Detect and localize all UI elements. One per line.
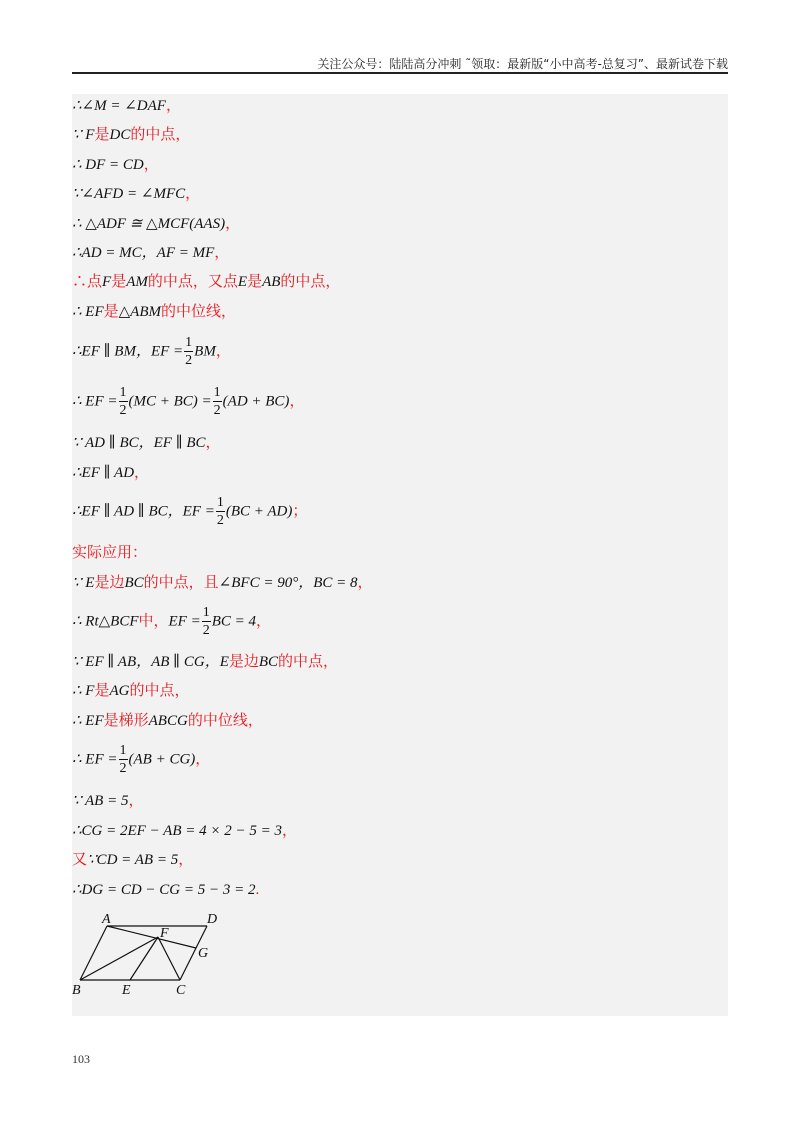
line-6: ∴AD = MC，AF = MF， <box>72 245 230 261</box>
fraction: $\frac{1}{2}$ <box>216 495 224 528</box>
line-22: ∴CG = 2EF − AB = 4 × 2 − 5 = 3， <box>72 823 298 839</box>
line-8: ∴ EF是△ABM的中位线， <box>72 304 237 320</box>
line-1: ∴∠M = ∠DAF， <box>72 98 181 114</box>
line-10: ∴ EF = $\frac{1}{2}$ (MC + BC) = $\frac{1}{2}$ (AD + BC)， <box>72 385 305 418</box>
header-rule <box>72 72 728 74</box>
line-12: ∴EF ∥ AD， <box>72 465 150 481</box>
segment-bf <box>80 937 158 980</box>
line-3: ∴ DF = CD， <box>72 157 159 173</box>
line-15: ∵ E是边BC的中点，且∠BFC = 90°，BC = 8， <box>72 575 373 591</box>
line-17: ∵ EF ∥ AB，AB ∥ CG，E是边BC的中点， <box>72 654 339 670</box>
line-24: ∴DG = CD − CG = 5 − 3 = 2. <box>72 882 260 898</box>
label-f: F <box>160 926 169 941</box>
line-20: ∴ EF = $\frac{1}{2}$ (AB + CG)， <box>72 743 211 776</box>
line-7: ∴点F是AM的中点，又点E是AB的中点， <box>72 274 341 290</box>
line-11: ∵ AD ∥ BC，EF ∥ BC， <box>72 435 221 451</box>
fraction: $\frac{1}{2}$ <box>119 743 127 776</box>
line-19: ∴ EF是梯形ABCG的中位线， <box>72 713 263 729</box>
solution-panel <box>72 94 728 1016</box>
line-5: ∴ △ADF ≅ △MCF(AAS)， <box>72 216 241 232</box>
label-a: A <box>102 912 111 927</box>
label-c: C <box>176 983 186 998</box>
segment-ag <box>107 926 196 948</box>
fraction: $\frac{1}{2}$ <box>185 335 193 368</box>
line-14-practical-application: 实际应用： <box>72 545 148 561</box>
line-9: ∴EF ∥ BM，EF = $\frac{1}{2}$ BM， <box>72 335 231 368</box>
line-23: 又∵CD = AB = 5， <box>72 852 194 868</box>
figure-lines <box>80 926 207 980</box>
line-2: ∵ F是DC的中点， <box>72 127 191 143</box>
geometry-figure <box>72 905 232 1000</box>
label-g: G <box>198 946 209 961</box>
line-18: ∴ F是AG的中点， <box>72 683 190 699</box>
fraction: $\frac{1}{2}$ <box>213 385 221 418</box>
segment-ef <box>130 937 158 980</box>
line-21: ∵ AB = 5， <box>72 793 144 809</box>
line-16: ∴ Rt△BCF中，EF = $\frac{1}{2}$ BC = 4， <box>72 605 272 638</box>
page-number: 103 <box>72 1052 90 1066</box>
page-header: 关注公众号：陆陆高分冲刺 ˜领取：最新版“小中高考-总复习”、最新试卷下载 <box>317 57 728 71</box>
line-4: ∵∠AFD = ∠MFC， <box>72 186 201 202</box>
label-d: D <box>207 912 218 927</box>
fraction: $\frac{1}{2}$ <box>119 385 127 418</box>
label-e: E <box>122 983 131 998</box>
line-13: ∴EF ∥ AD ∥ BC，EF = $\frac{1}{2}$ (BC + AD)； <box>72 495 308 528</box>
label-b: B <box>72 983 81 998</box>
fraction: $\frac{1}{2}$ <box>202 605 210 638</box>
